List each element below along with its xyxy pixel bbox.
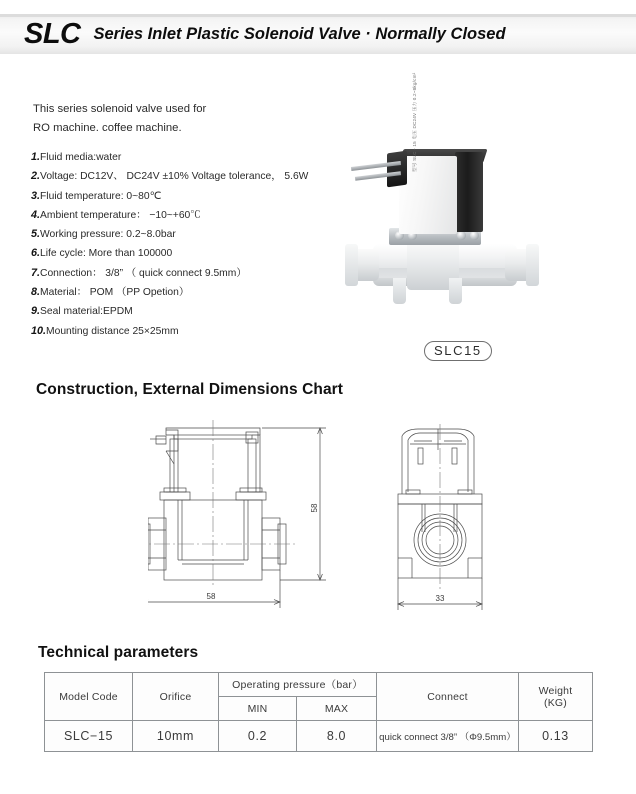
technical-section-heading: Technical parameters (38, 644, 199, 661)
cell-weight: 0.13 (519, 721, 593, 752)
spec-number: 5. (31, 228, 41, 241)
side-view-drawing (396, 422, 566, 622)
spec-text: Fluid temperature: 0~80℃ (40, 190, 162, 202)
header-pressure-max: MAX (297, 697, 377, 721)
bracket-screw-icon (457, 231, 466, 240)
inlet-cap-graphic (345, 244, 358, 286)
intro-paragraph (33, 100, 363, 138)
spec-number: 9. (31, 305, 41, 318)
bracket-screw-icon (470, 231, 479, 240)
spec-text: Voltage: DC12V、 DC24V ±10% Voltage tolerance， 5.6W (40, 171, 309, 183)
page-title: Series Inlet Plastic Solenoid Valve · Normally Closed (93, 24, 506, 43)
header-orifice: Orifice (133, 673, 219, 721)
spec-text: Life cycle: More than 100000 (40, 248, 173, 260)
specification-list (31, 148, 351, 341)
front-view-drawing (148, 418, 338, 623)
header-pressure-min: MIN (219, 697, 297, 721)
product-caption: SLC15 (424, 341, 492, 361)
cell-pressure-max: 8.0 (297, 721, 377, 752)
spec-item-5 (31, 225, 351, 244)
mounting-stem-right (449, 278, 462, 304)
front-view-width-label: 58 (206, 592, 216, 601)
spec-number: 7. (31, 266, 41, 279)
intro-line-2: RO machine. coffee machine. (33, 122, 182, 134)
spec-number: 2. (31, 170, 41, 183)
series-code: SLC (24, 17, 81, 50)
table-header-row-1 (45, 673, 593, 697)
product-photo (345, 72, 540, 318)
spec-text: Seal material:EPDM (40, 306, 133, 318)
terminal-block-graphic (387, 151, 407, 188)
intro-line-1: This series solenoid valve used for (33, 103, 207, 115)
outlet-cap-graphic (526, 244, 539, 286)
spec-text: Mounting distance 25×25mm (46, 325, 179, 337)
spec-text: Fluid media:water (40, 152, 122, 163)
cell-orifice: 10mm (133, 721, 219, 752)
dimension-drawings (0, 418, 636, 623)
header-weight-line1: Weight (538, 684, 573, 697)
spec-text: Ambient temperature： −10~+60℃ (40, 209, 201, 221)
spec-text: Material： POM （PP Opetion） (40, 287, 190, 299)
technical-parameters-table (44, 672, 593, 752)
table-row (45, 721, 593, 752)
spec-number: 3. (31, 189, 41, 202)
page-header-band (0, 14, 636, 54)
spec-number: 1. (31, 151, 41, 163)
cell-model-code: SLC−15 (45, 721, 133, 752)
coil-side-face (455, 152, 483, 232)
spec-item-8 (31, 283, 351, 302)
spec-number: 8. (31, 286, 41, 299)
header-weight (519, 673, 593, 721)
header-model-code: Model Code (45, 673, 133, 721)
cell-connect: quick connect 3/8” （Φ9.5mm） (377, 721, 519, 752)
mounting-stem-left (393, 278, 406, 304)
header-operating-pressure: Operating pressure（bar） (219, 673, 377, 697)
coil-rating-label: 型号 SLC・15 电压 DC24V 压力 0.2~8kg/cm² (412, 72, 417, 172)
solenoid-coil-graphic (399, 72, 457, 234)
side-view-width-label: 33 (435, 594, 445, 603)
spec-number: 6. (31, 247, 41, 260)
spec-item-10 (31, 322, 351, 341)
spec-item-1 (31, 148, 351, 167)
spec-number: 4. (31, 208, 41, 221)
spec-item-2 (31, 167, 351, 186)
spec-item-6 (31, 244, 351, 263)
spec-item-3 (31, 187, 351, 206)
front-view-height-label: 58 (310, 503, 319, 513)
spec-item-9 (31, 302, 351, 321)
spec-text: Connection： 3/8” （ quick connect 9.5mm） (40, 267, 247, 279)
cell-pressure-min: 0.2 (219, 721, 297, 752)
construction-section-heading: Construction, External Dimensions Chart (36, 381, 344, 398)
technical-parameters-table-wrap (44, 672, 592, 752)
spec-text: Working pressure: 0.2~8.0bar (40, 229, 176, 241)
header-connect: Connect (377, 673, 519, 721)
spec-item-7 (31, 264, 351, 283)
spec-item-4 (31, 206, 351, 225)
header-weight-line2: (KG) (544, 696, 567, 709)
spec-number: 10. (31, 324, 47, 337)
